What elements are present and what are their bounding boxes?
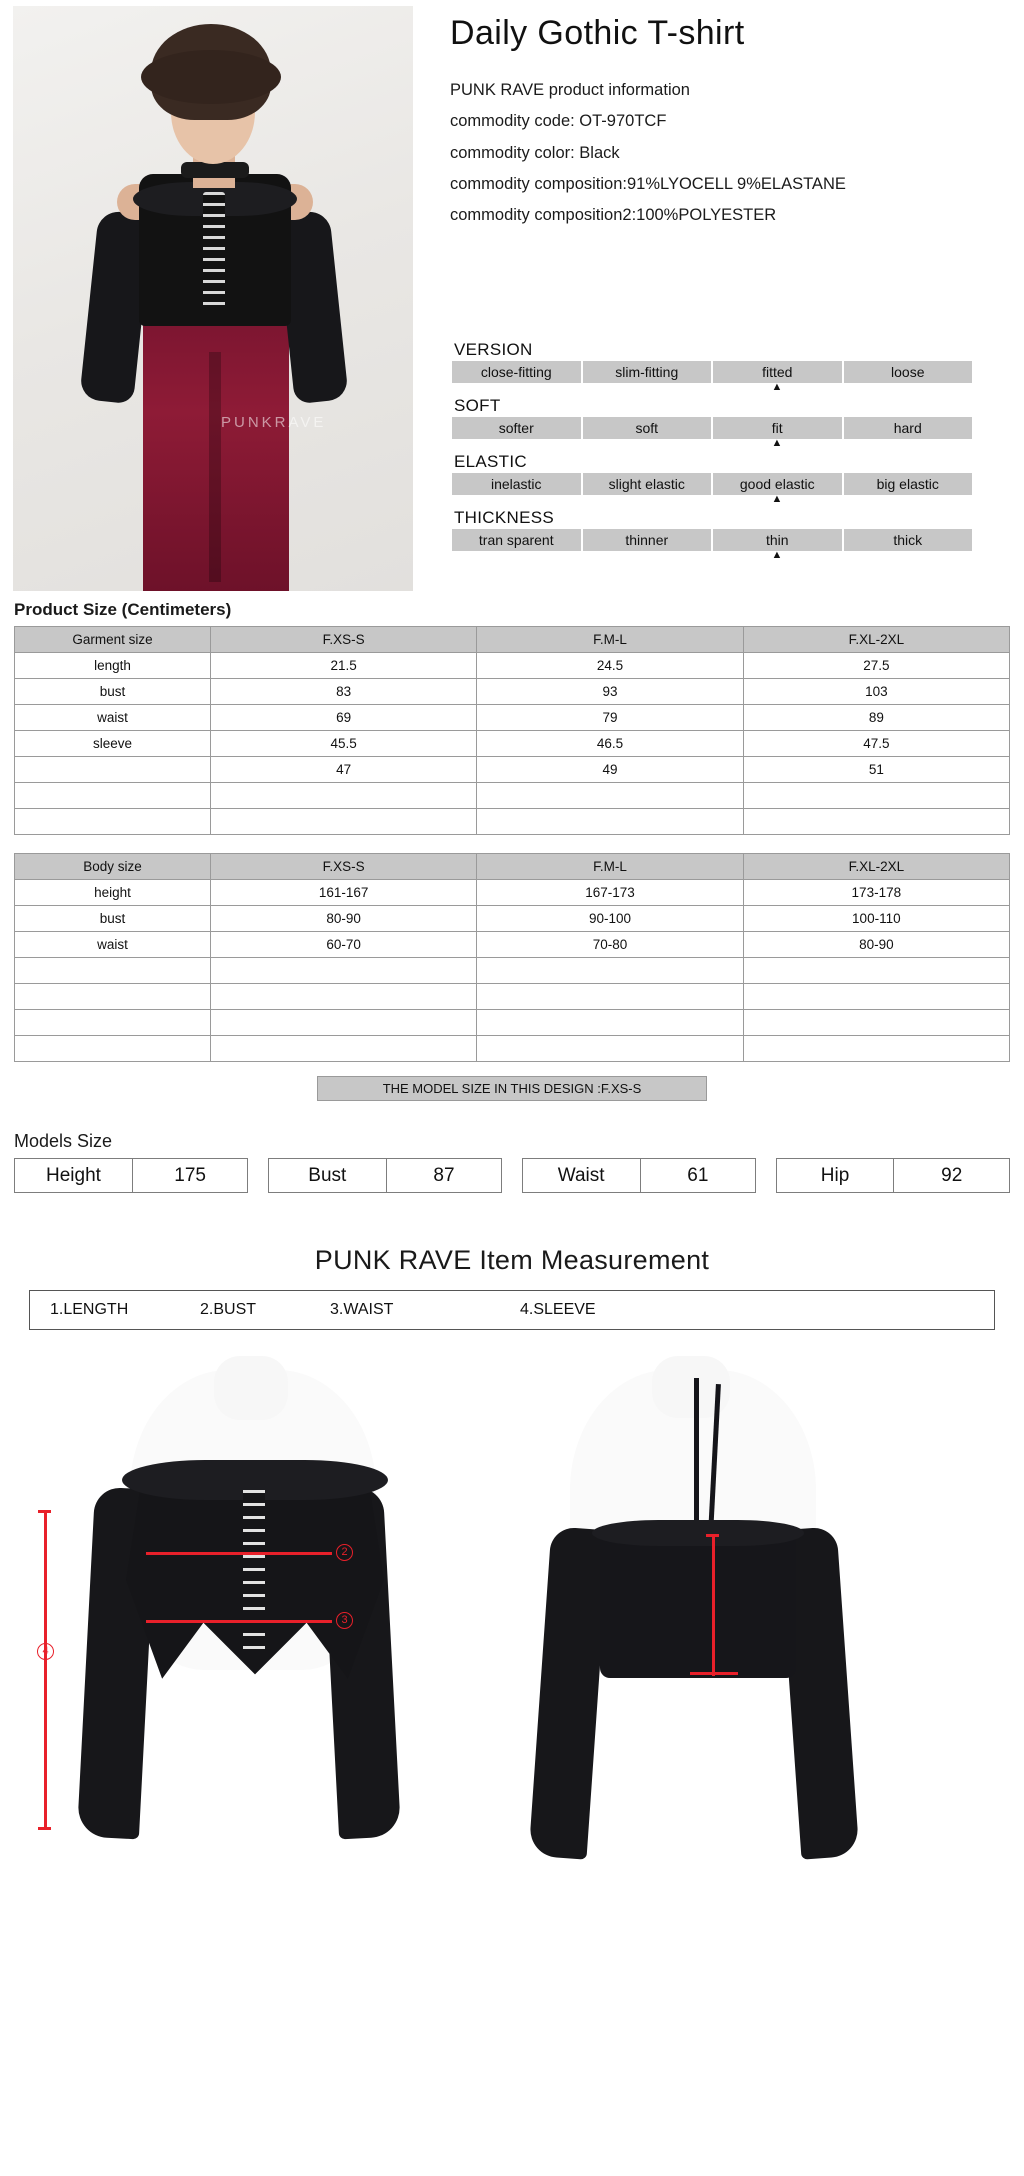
body-size-table xyxy=(14,853,1010,1062)
field-label: Waist xyxy=(522,1159,640,1193)
cell xyxy=(211,783,477,809)
field-label: Hip xyxy=(776,1159,894,1193)
table-row xyxy=(15,1036,1010,1062)
cell: 80-90 xyxy=(743,932,1009,958)
scale-marker-row xyxy=(452,383,974,393)
table-row xyxy=(15,880,1010,906)
cell: 161-167 xyxy=(211,880,477,906)
row-label: height xyxy=(15,880,211,906)
row-label xyxy=(15,984,211,1010)
scale-elastic xyxy=(452,452,974,505)
cell: 90-100 xyxy=(477,906,743,932)
table-row xyxy=(15,653,1010,679)
scale-marker: ▲ xyxy=(771,381,783,393)
scale-option: close-fitting xyxy=(452,361,583,383)
photo-watermark: PUNKRAVE xyxy=(221,414,327,431)
garment-measurement-diagram xyxy=(0,1348,1024,1908)
table-row xyxy=(15,757,1010,783)
scale-option: thin xyxy=(713,529,844,551)
scale-label: SOFT xyxy=(454,396,501,415)
column-header: F.XL-2XL xyxy=(743,627,1009,653)
scale-thickness xyxy=(452,508,974,561)
scale-option: big elastic xyxy=(844,473,973,495)
scale-version xyxy=(452,340,974,393)
spacer xyxy=(502,1159,523,1193)
cell xyxy=(211,958,477,984)
table-row xyxy=(15,705,1010,731)
field-label: Bust xyxy=(268,1159,386,1193)
cell: 93 xyxy=(477,679,743,705)
scale-option: inelastic xyxy=(452,473,583,495)
product-info-lines xyxy=(450,79,1010,226)
scale-option: fitted xyxy=(713,361,844,383)
model-size-note: THE MODEL SIZE IN THIS DESIGN :F.XS-S xyxy=(317,1076,707,1101)
scale-option: softer xyxy=(452,417,583,439)
product-info xyxy=(450,8,1010,235)
cell xyxy=(743,984,1009,1010)
models-size-heading: Models Size xyxy=(14,1131,113,1151)
waist-measure-line xyxy=(146,1620,332,1623)
scale-marker-row xyxy=(452,551,974,561)
row-label: waist xyxy=(15,705,211,731)
product-size-table xyxy=(14,626,1010,835)
scale-marker: ▲ xyxy=(771,437,783,449)
row-label: length xyxy=(15,653,211,679)
top-section xyxy=(0,0,1024,600)
cell: 80-90 xyxy=(211,906,477,932)
mannequin-front-neck xyxy=(214,1356,288,1420)
field-value: 87 xyxy=(386,1159,501,1193)
spacer xyxy=(756,1159,777,1193)
table-row xyxy=(15,984,1010,1010)
scale-options xyxy=(452,361,972,383)
field-value: 175 xyxy=(132,1159,247,1193)
legend-item: 3.WAIST xyxy=(330,1301,394,1318)
callout-4: 4 xyxy=(37,1643,54,1660)
scale-label: ELASTIC xyxy=(454,452,527,471)
scale-marker: ▲ xyxy=(771,493,783,505)
cell xyxy=(743,958,1009,984)
scale-option: thick xyxy=(844,529,973,551)
table-row xyxy=(15,783,1010,809)
table-row xyxy=(15,1159,1010,1193)
length-tick-top xyxy=(38,1510,51,1513)
table-row xyxy=(15,906,1010,932)
scale-marker-row xyxy=(452,439,974,449)
cell xyxy=(743,783,1009,809)
model-pants xyxy=(143,314,289,591)
table-row xyxy=(15,731,1010,757)
row-label xyxy=(15,1036,211,1062)
length-tick-bottom xyxy=(38,1827,51,1830)
column-header: F.XS-S xyxy=(211,854,477,880)
row-label xyxy=(15,1010,211,1036)
table-header-row xyxy=(15,627,1010,653)
table-row xyxy=(15,1010,1010,1036)
garment-back-body xyxy=(600,1526,796,1678)
column-header: F.M-L xyxy=(477,854,743,880)
cell xyxy=(743,809,1009,835)
model-hair xyxy=(151,24,271,120)
page-title: Daily Gothic T-shirt xyxy=(450,14,745,52)
info-line: commodity code: OT-970TCF xyxy=(450,112,667,131)
cell xyxy=(477,809,743,835)
cell: 24.5 xyxy=(477,653,743,679)
column-header: Body size xyxy=(15,854,211,880)
model-choker xyxy=(181,162,249,178)
cell: 45.5 xyxy=(211,731,477,757)
row-label xyxy=(15,757,211,783)
scale-option: tran sparent xyxy=(452,529,583,551)
field-value: 92 xyxy=(894,1159,1010,1193)
column-header: F.XL-2XL xyxy=(743,854,1009,880)
table-row xyxy=(15,932,1010,958)
cell: 51 xyxy=(743,757,1009,783)
attribute-scales xyxy=(452,340,974,564)
scale-options xyxy=(452,473,972,495)
cell xyxy=(211,809,477,835)
scale-marker: ▲ xyxy=(771,549,783,561)
column-header: Garment size xyxy=(15,627,211,653)
scale-option: slight elastic xyxy=(583,473,714,495)
table-header-row xyxy=(15,854,1010,880)
cell: 27.5 xyxy=(743,653,1009,679)
cell xyxy=(477,783,743,809)
scale-option: thinner xyxy=(583,529,714,551)
length-measure-line xyxy=(44,1510,47,1830)
cell: 60-70 xyxy=(211,932,477,958)
legend-item: 4.SLEEVE xyxy=(520,1301,596,1318)
cell: 167-173 xyxy=(477,880,743,906)
scale-options xyxy=(452,529,972,551)
cell: 47 xyxy=(211,757,477,783)
cell: 83 xyxy=(211,679,477,705)
cell xyxy=(211,1010,477,1036)
field-label: Height xyxy=(15,1159,133,1193)
legend-item: 2.BUST xyxy=(200,1301,257,1318)
row-label xyxy=(15,783,211,809)
cell xyxy=(211,984,477,1010)
cell: 79 xyxy=(477,705,743,731)
garment-front-lacing xyxy=(243,1490,265,1650)
scale-label: VERSION xyxy=(454,340,533,359)
cell: 70-80 xyxy=(477,932,743,958)
row-label: sleeve xyxy=(15,731,211,757)
cell xyxy=(211,1036,477,1062)
info-line: PUNK RAVE product information xyxy=(450,81,690,99)
garment-back-sleeve-left xyxy=(529,1526,610,1859)
back-length-tick-top xyxy=(706,1534,719,1537)
product-size-heading: Product Size (Centimeters) xyxy=(14,600,232,619)
scale-option: good elastic xyxy=(713,473,844,495)
scale-option: hard xyxy=(844,417,973,439)
cell xyxy=(477,1036,743,1062)
scale-soft xyxy=(452,396,974,449)
cell xyxy=(477,1010,743,1036)
scale-option: fit xyxy=(713,417,844,439)
back-length-measure-line xyxy=(712,1534,715,1676)
scale-options xyxy=(452,417,972,439)
cell: 100-110 xyxy=(743,906,1009,932)
scale-marker-row xyxy=(452,495,974,505)
scale-option: soft xyxy=(583,417,714,439)
cell xyxy=(743,1036,1009,1062)
table-row xyxy=(15,958,1010,984)
row-label xyxy=(15,958,211,984)
cell xyxy=(743,1010,1009,1036)
cell: 173-178 xyxy=(743,880,1009,906)
info-line: commodity composition:91%LYOCELL 9%ELASTANE xyxy=(450,174,846,193)
measurement-legend xyxy=(29,1290,995,1330)
cell: 89 xyxy=(743,705,1009,731)
cell: 69 xyxy=(211,705,477,731)
table-row xyxy=(15,679,1010,705)
cell: 103 xyxy=(743,679,1009,705)
scale-option: slim-fitting xyxy=(583,361,714,383)
column-header: F.M-L xyxy=(477,627,743,653)
row-label: bust xyxy=(15,906,211,932)
back-hem-measure-line xyxy=(690,1672,738,1675)
cell: 47.5 xyxy=(743,731,1009,757)
row-label: bust xyxy=(15,679,211,705)
field-value: 61 xyxy=(640,1159,755,1193)
column-header: F.XS-S xyxy=(211,627,477,653)
scale-label: THICKNESS xyxy=(454,508,554,527)
row-label: waist xyxy=(15,932,211,958)
info-line: commodity color: Black xyxy=(450,143,620,162)
info-line: commodity composition2:100%POLYESTER xyxy=(450,206,777,225)
cell: 49 xyxy=(477,757,743,783)
model-lace-up-detail xyxy=(203,192,225,312)
callout-2: 2 xyxy=(336,1544,353,1561)
legend-item: 1.LENGTH xyxy=(50,1301,129,1318)
cell: 46.5 xyxy=(477,731,743,757)
scale-option: loose xyxy=(844,361,973,383)
row-label xyxy=(15,809,211,835)
table-row xyxy=(15,809,1010,835)
callout-3: 3 xyxy=(336,1612,353,1629)
garment-back-ruffle xyxy=(592,1520,804,1546)
measurement-title: PUNK RAVE Item Measurement xyxy=(314,1245,710,1275)
models-size-section xyxy=(0,1131,1024,1193)
bust-measure-line xyxy=(146,1552,332,1555)
models-size-table xyxy=(14,1158,1010,1193)
cell xyxy=(477,958,743,984)
cell: 21.5 xyxy=(211,653,477,679)
model-photo xyxy=(13,6,413,591)
spacer xyxy=(248,1159,269,1193)
cell xyxy=(477,984,743,1010)
